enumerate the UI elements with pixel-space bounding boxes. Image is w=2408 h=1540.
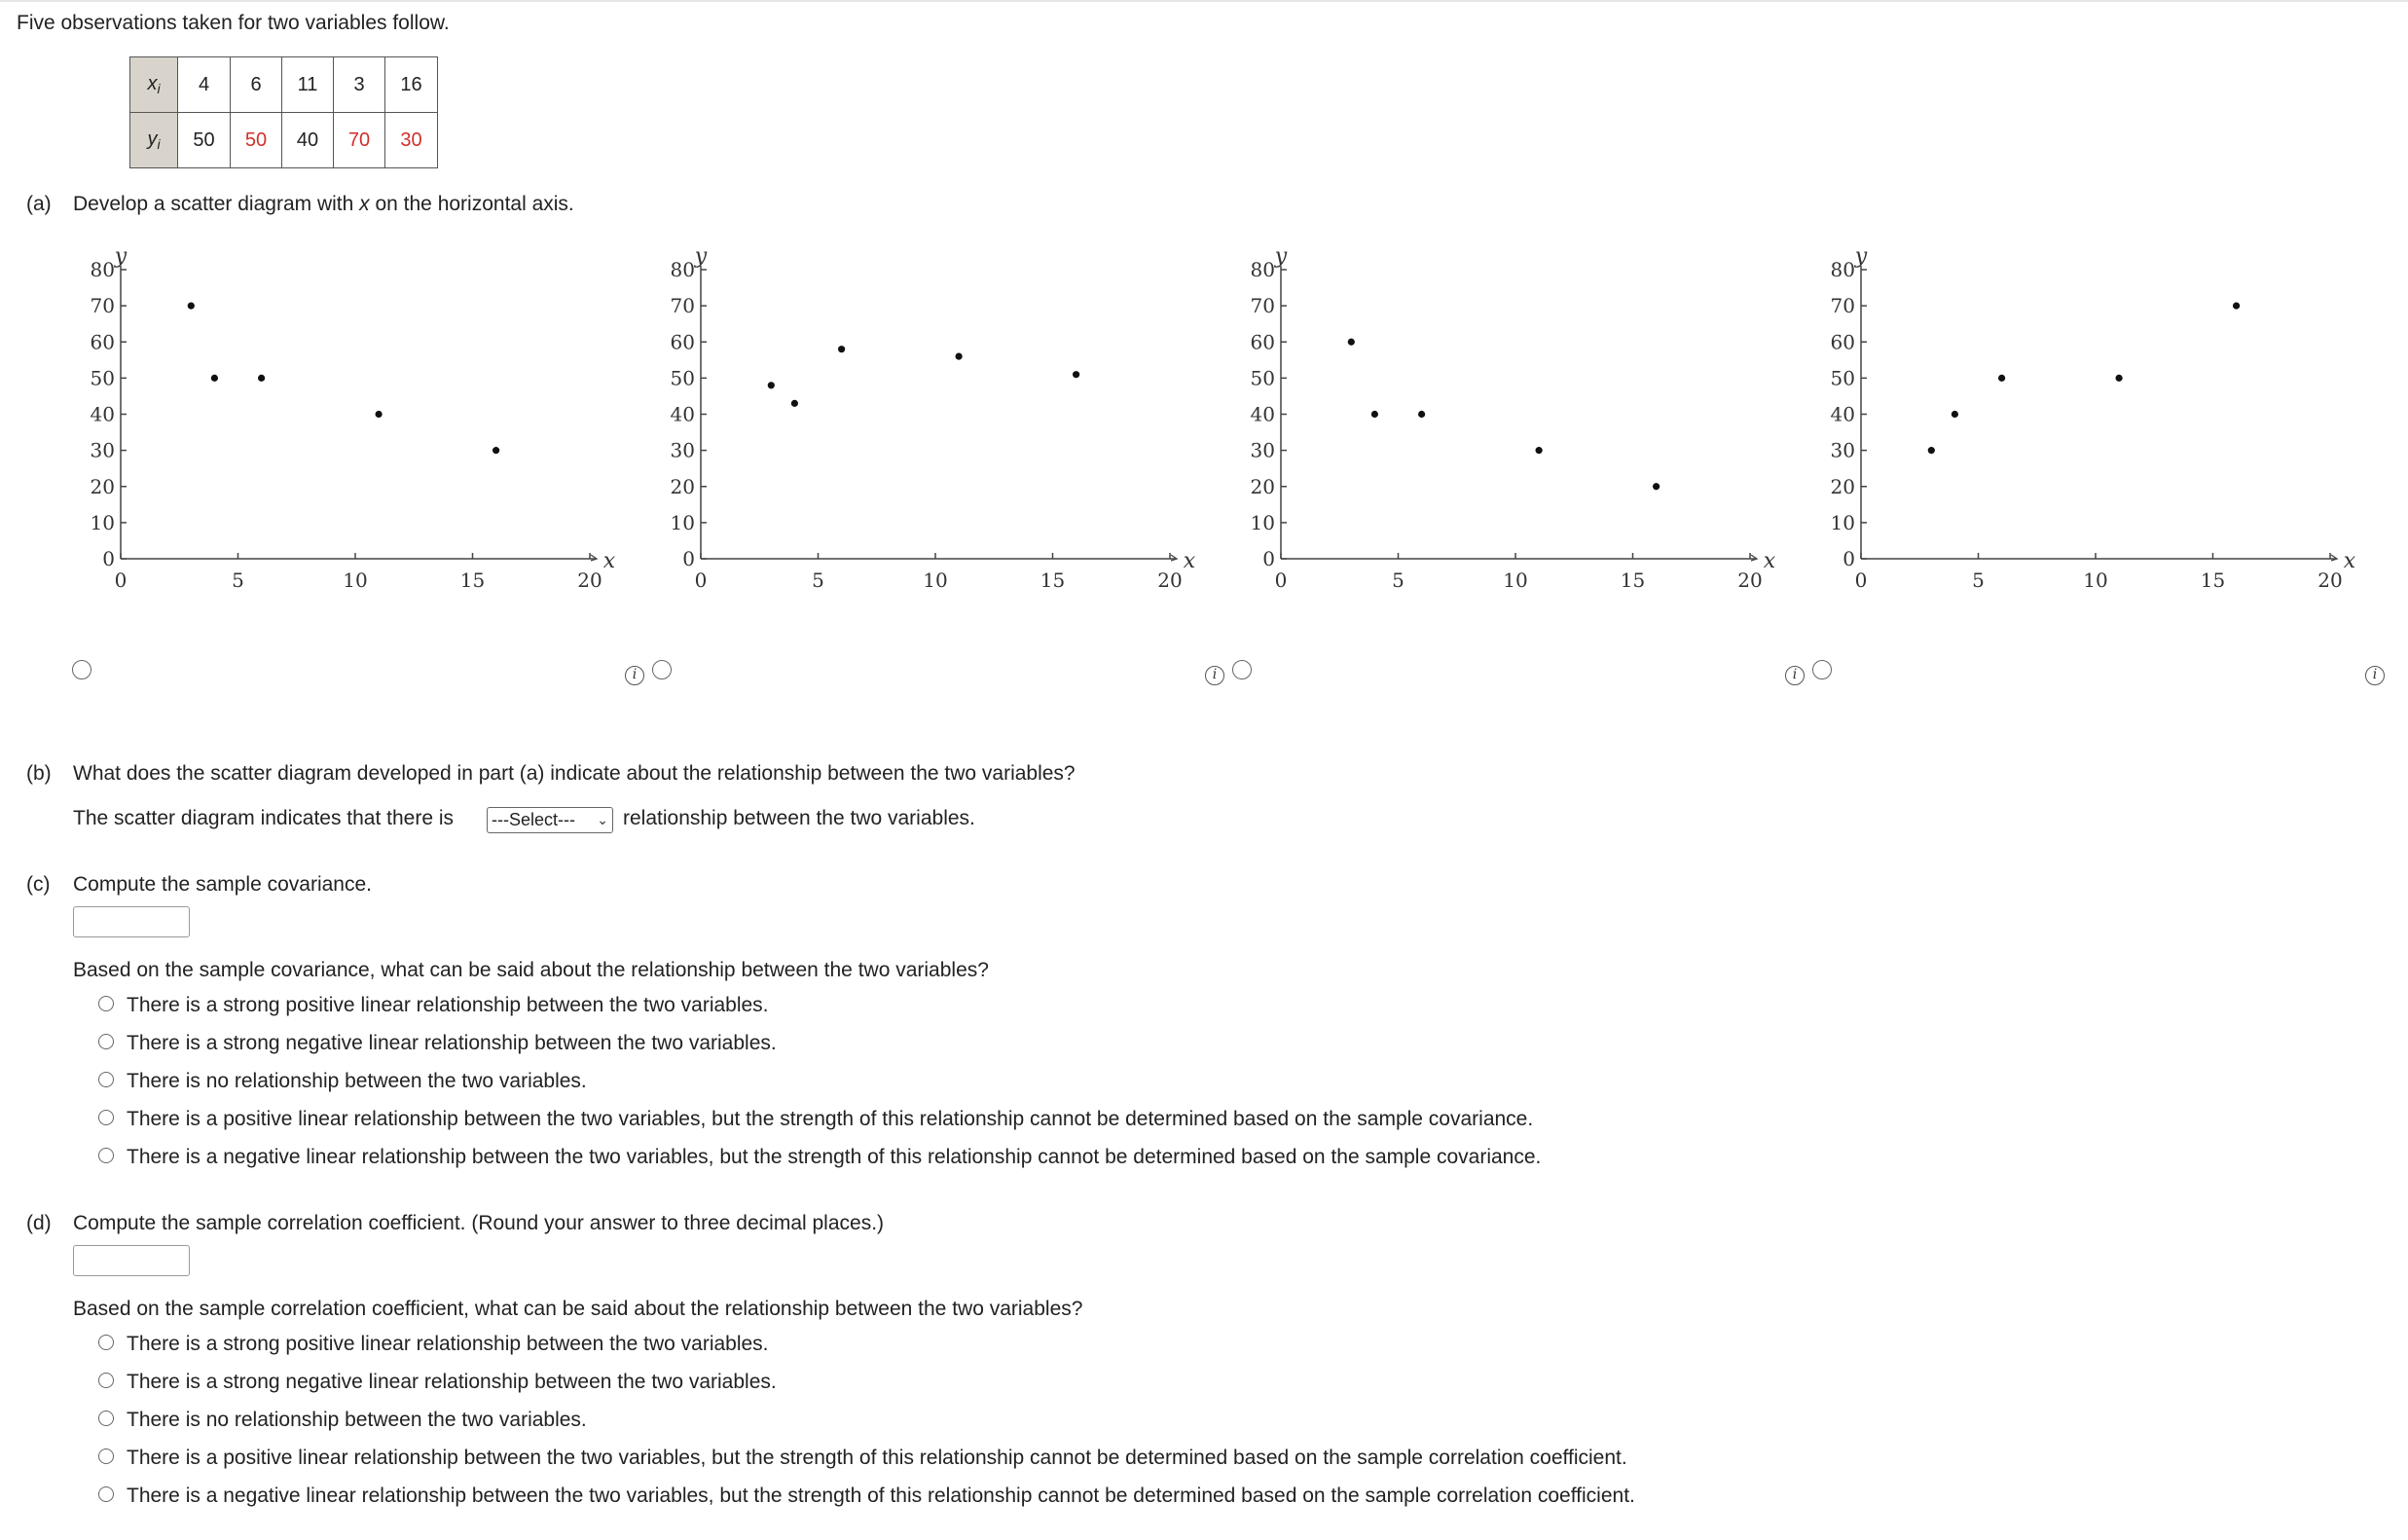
data-point bbox=[1998, 375, 2005, 382]
cov-option-1-label: There is a strong positive linear relationship between the two variables. bbox=[127, 994, 769, 1016]
y-tick-label: 70 bbox=[1830, 294, 1855, 318]
y-tick-label: 70 bbox=[1250, 294, 1275, 318]
part-b-sentence-before: The scatter diagram indicates that there is bbox=[73, 807, 455, 829]
y-tick-label: 30 bbox=[1250, 438, 1275, 462]
data-point bbox=[1073, 371, 1079, 378]
y-tick-label: 80 bbox=[1830, 258, 1855, 281]
y-tick-label: 0 bbox=[102, 547, 115, 570]
part-c-followup: Based on the sample covariance, what can be said about the relationship between the two variables? bbox=[73, 959, 989, 981]
data-point bbox=[2233, 303, 2240, 310]
cov-option-2-label: There is a strong negative linear relationship between the two variables. bbox=[127, 1032, 777, 1054]
part-a-label: (a) bbox=[26, 193, 52, 215]
x-axis-label: x bbox=[602, 549, 616, 573]
x-tick-label: 20 bbox=[2317, 568, 2343, 592]
cov-option-4-radio[interactable] bbox=[98, 1110, 114, 1125]
part-b-sentence-after: relationship between the two variables. bbox=[623, 807, 975, 829]
y-tick-label: 80 bbox=[670, 258, 695, 281]
part-c-label: (c) bbox=[26, 873, 51, 896]
x-cell: 4 bbox=[178, 57, 231, 113]
y-cell: 40 bbox=[282, 113, 334, 168]
intro-text: Five observations taken for two variables follow. bbox=[17, 12, 450, 34]
data-point bbox=[768, 382, 775, 388]
x-cell: 11 bbox=[282, 57, 334, 113]
y-tick-label: 50 bbox=[670, 366, 695, 390]
y-tick-label: 40 bbox=[670, 402, 695, 426]
y-tick-label: 20 bbox=[670, 474, 695, 498]
x-row bbox=[130, 57, 438, 113]
y-cell: 70 bbox=[334, 113, 385, 168]
cov-option-5-label: There is a negative linear relationship between the two variables, but the strength of this relationship cannot be determined based on the sample covariance. bbox=[127, 1146, 1542, 1168]
y-tick-label: 10 bbox=[1250, 510, 1275, 534]
correlation-input[interactable] bbox=[73, 1245, 190, 1276]
x-tick-label: 15 bbox=[1620, 568, 1646, 592]
info-icon[interactable]: i bbox=[1205, 666, 1224, 685]
data-point bbox=[188, 303, 195, 310]
data-point bbox=[1418, 411, 1425, 418]
y-tick-label: 50 bbox=[1250, 366, 1275, 390]
x-header: $x_i$ bbox=[130, 57, 178, 113]
y-tick-label: 0 bbox=[1262, 547, 1275, 570]
corr-option-2-label: There is a strong negative linear relationship between the two variables. bbox=[127, 1371, 777, 1393]
x-tick-label: 5 bbox=[812, 568, 824, 592]
x-tick-label: 10 bbox=[1503, 568, 1528, 592]
chevron-down-icon: ⌄ bbox=[597, 812, 608, 827]
x-tick-label: 10 bbox=[343, 568, 368, 592]
data-point bbox=[791, 400, 798, 407]
scatter-option-2-radio[interactable] bbox=[652, 660, 672, 679]
data-point bbox=[376, 411, 383, 418]
y-tick-label: 20 bbox=[1830, 474, 1855, 498]
x-tick-label: 0 bbox=[114, 568, 128, 592]
scatter-option-4-radio[interactable] bbox=[1812, 660, 1832, 679]
relationship-select[interactable] bbox=[487, 807, 613, 833]
info-icon[interactable]: i bbox=[625, 666, 644, 685]
y-cell: 50 bbox=[231, 113, 282, 168]
data-point bbox=[1371, 411, 1378, 418]
x-tick-label: 15 bbox=[459, 568, 486, 592]
x-axis-arrow bbox=[591, 555, 597, 561]
x-axis-arrow bbox=[2331, 555, 2337, 561]
x-axis-label: x bbox=[1183, 549, 1196, 573]
y-tick-label: 30 bbox=[1830, 438, 1855, 462]
scatter-chart-4 bbox=[1818, 234, 2402, 604]
y-tick-label: 30 bbox=[90, 438, 115, 462]
y-tick-label: 40 bbox=[90, 402, 115, 426]
x-tick-label: 10 bbox=[2083, 568, 2108, 592]
data-point bbox=[211, 375, 218, 382]
cov-option-3-radio[interactable] bbox=[98, 1072, 114, 1087]
y-tick-label: 60 bbox=[670, 330, 695, 354]
scatter-chart-3 bbox=[1238, 234, 1822, 604]
y-tick-label: 10 bbox=[670, 510, 695, 534]
y-tick-label: 60 bbox=[1250, 330, 1275, 354]
y-axis-label: y bbox=[1274, 244, 1288, 269]
y-tick-label: 40 bbox=[1830, 402, 1855, 426]
y-tick-label: 40 bbox=[1250, 402, 1275, 426]
scatter-option-3-radio[interactable] bbox=[1232, 660, 1252, 679]
part-b-question: What does the scatter diagram developed in part (a) indicate about the relationship between the two variables? bbox=[73, 762, 1076, 785]
part-c-question: Compute the sample covariance. bbox=[73, 873, 372, 896]
x-axis-label: x bbox=[2343, 549, 2356, 573]
x-axis-label: x bbox=[1763, 549, 1776, 573]
y-tick-label: 80 bbox=[90, 258, 115, 281]
cov-option-3-label: There is no relationship between the two variables. bbox=[127, 1070, 587, 1092]
y-tick-label: 80 bbox=[1250, 258, 1275, 281]
y-tick-label: 50 bbox=[90, 366, 115, 390]
data-table bbox=[129, 56, 438, 168]
data-point bbox=[2116, 375, 2123, 382]
y-axis-label: y bbox=[1854, 244, 1868, 269]
y-tick-label: 30 bbox=[670, 438, 695, 462]
y-tick-label: 70 bbox=[670, 294, 695, 318]
part-d-question: Compute the sample correlation coefficient. (Round your answer to three decimal places.) bbox=[73, 1212, 885, 1234]
corr-option-3-label: There is no relationship between the two variables. bbox=[127, 1409, 587, 1431]
x-tick-label: 20 bbox=[577, 568, 602, 592]
scatter-chart-2 bbox=[658, 234, 1242, 604]
scatter-option-1-radio[interactable] bbox=[72, 660, 91, 679]
data-point bbox=[493, 447, 499, 454]
select-value: ---Select--- bbox=[492, 810, 575, 829]
x-tick-label: 20 bbox=[1157, 568, 1183, 592]
part-d-label: (d) bbox=[26, 1212, 52, 1234]
x-tick-label: 5 bbox=[232, 568, 244, 592]
x-tick-label: 15 bbox=[1040, 568, 1066, 592]
corr-option-2-radio[interactable] bbox=[98, 1373, 114, 1388]
x-axis-arrow bbox=[1171, 555, 1177, 561]
data-point bbox=[258, 375, 265, 382]
y-tick-label: 50 bbox=[1830, 366, 1855, 390]
corr-option-5-label: There is a negative linear relationship between the two variables, but the strength of this relationship cannot be determined based on the sample correlation coefficient. bbox=[127, 1485, 1635, 1507]
x-tick-label: 0 bbox=[1274, 568, 1288, 592]
x-tick-label: 5 bbox=[1392, 568, 1405, 592]
y-tick-label: 0 bbox=[682, 547, 695, 570]
scatter-chart-1 bbox=[78, 234, 662, 604]
top-divider bbox=[0, 0, 2408, 2]
cov-option-4-label: There is a positive linear relationship between the two variables, but the strength of this relationship cannot be determined based on the sample covariance. bbox=[127, 1108, 1534, 1130]
part-d-followup: Based on the sample correlation coefficient, what can be said about the relationship between the two variables? bbox=[73, 1298, 1083, 1320]
cov-option-1-radio[interactable] bbox=[98, 996, 114, 1011]
y-axis-label: y bbox=[114, 244, 128, 269]
y-tick-label: 70 bbox=[90, 294, 115, 318]
x-cell: 6 bbox=[231, 57, 282, 113]
covariance-input[interactable] bbox=[73, 906, 190, 937]
corr-option-4-radio[interactable] bbox=[98, 1448, 114, 1464]
info-icon[interactable]: i bbox=[2365, 666, 2385, 685]
x-tick-label: 15 bbox=[2200, 568, 2226, 592]
y-header: $y_i$ bbox=[130, 113, 178, 168]
data-point bbox=[1952, 411, 1958, 418]
data-point bbox=[1536, 447, 1543, 454]
x-tick-label: 0 bbox=[694, 568, 708, 592]
y-tick-label: 10 bbox=[90, 510, 115, 534]
y-axis-label: y bbox=[694, 244, 708, 269]
y-tick-label: 20 bbox=[1250, 474, 1275, 498]
part-a-question: Develop a scatter diagram with x on the horizontal axis. bbox=[73, 193, 574, 215]
y-cell: 50 bbox=[178, 113, 231, 168]
y-row bbox=[130, 113, 438, 168]
corr-option-3-radio[interactable] bbox=[98, 1411, 114, 1426]
x-tick-label: 10 bbox=[923, 568, 948, 592]
y-tick-label: 20 bbox=[90, 474, 115, 498]
data-point bbox=[1653, 483, 1660, 490]
corr-option-5-radio[interactable] bbox=[98, 1486, 114, 1502]
data-point bbox=[1928, 447, 1935, 454]
info-icon[interactable]: i bbox=[1785, 666, 1805, 685]
y-tick-label: 60 bbox=[90, 330, 115, 354]
corr-option-1-label: There is a strong positive linear relationship between the two variables. bbox=[127, 1333, 769, 1355]
x-axis-arrow bbox=[1751, 555, 1757, 561]
corr-option-4-label: There is a positive linear relationship between the two variables, but the strength of this relationship cannot be determined based on the sample correlation coefficient. bbox=[127, 1447, 1627, 1469]
corr-option-1-radio[interactable] bbox=[98, 1335, 114, 1350]
x-cell: 3 bbox=[334, 57, 385, 113]
cov-option-5-radio[interactable] bbox=[98, 1148, 114, 1163]
y-cell: 30 bbox=[385, 113, 438, 168]
x-cell: 16 bbox=[385, 57, 438, 113]
data-point bbox=[956, 353, 963, 360]
y-tick-label: 0 bbox=[1842, 547, 1855, 570]
x-tick-label: 20 bbox=[1737, 568, 1763, 592]
x-tick-label: 0 bbox=[1854, 568, 1868, 592]
y-tick-label: 10 bbox=[1830, 510, 1855, 534]
y-tick-label: 60 bbox=[1830, 330, 1855, 354]
data-point bbox=[838, 346, 845, 352]
x-tick-label: 5 bbox=[1972, 568, 1985, 592]
cov-option-2-radio[interactable] bbox=[98, 1034, 114, 1049]
part-b-label: (b) bbox=[26, 762, 52, 785]
data-point bbox=[1348, 339, 1355, 346]
